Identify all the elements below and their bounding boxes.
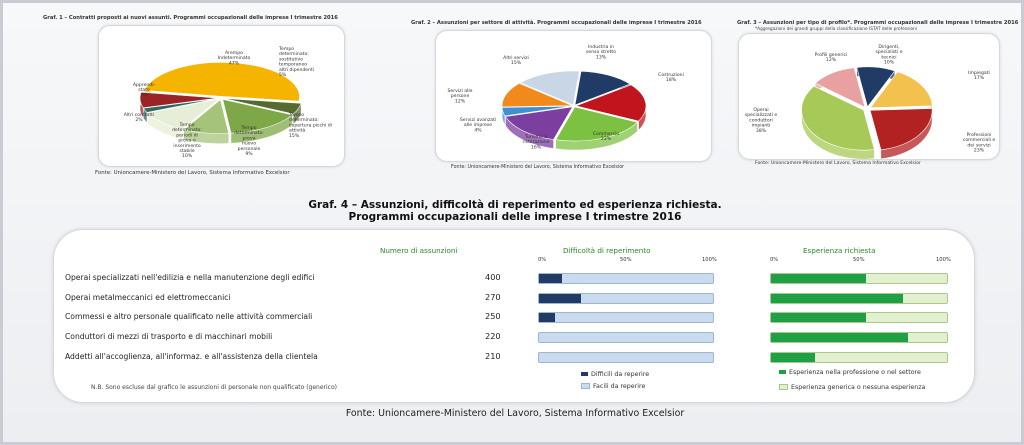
header-esperienza: Esperienza richiesta [803, 246, 876, 255]
graf2-label-2: Commercio 22% [592, 132, 620, 143]
graf3-source: Fonte: Unioncamere-Ministero del Lavoro, Sistema Informativo Excelsior [755, 161, 921, 166]
graf1-label-6: Apprendi-stato 7% [132, 83, 156, 99]
row-label: Operai specializzati nell'edilizia e nella manutenzione degli edifici [65, 273, 315, 282]
graf3-card [738, 33, 1000, 160]
graf4-note: N.B. Sono escluse dal grafico le assunzioni di personale non qualificato (generico) [91, 384, 337, 391]
difficolta-bar [538, 273, 714, 284]
legend-swatch-difficili [581, 372, 588, 376]
axis-tick-label: 0% [538, 257, 547, 263]
esperienza-bar-fill [771, 333, 908, 342]
graf2-label-4: Servizi avanzati alle imprese 4% [459, 118, 497, 134]
legend-label-facili: Facili da reperire [593, 383, 646, 390]
graf2-label-5: Servizi alle persone 12% [447, 89, 473, 105]
header-difficolta: Difficoltà di reperimento [563, 246, 651, 255]
esperienza-bar-fill [771, 313, 866, 322]
graf3-label-3: Operai specializzati e conduttori impianti 38% [744, 108, 778, 134]
legend-label-esperienza-settore: Esperienza nella professione o nel settore [789, 369, 921, 376]
legend-swatch-esperienza-generica [779, 384, 788, 390]
difficolta-bar [538, 293, 714, 304]
legend-facili [581, 383, 645, 391]
graf1-source: Fonte: Unioncamere-Ministero del Lavoro, Sistema Informativo Excelsior [95, 170, 290, 176]
row-assunzioni-value: 400 [485, 272, 501, 282]
esperienza-bar [770, 352, 948, 363]
header-numero-assunzioni: Numero di assunzioni [380, 246, 458, 255]
row-label: Commessi e altro personale qualificato nelle attività commerciali [65, 312, 313, 321]
graf2-label-6: Altri servizi 15% [503, 56, 529, 67]
graf3-title: Graf. 3 – Assunzioni per tipo di profilo*. Programmi occupazionali delle imprese I trimestre 2016 [737, 20, 1019, 26]
graf4-title-line2: Programmi occupazionali delle imprese I trimestre 2016 [348, 211, 682, 223]
graf2-card [435, 30, 712, 162]
graf1-label-3: Tempo determinato: prova nuovo personale 9% [234, 126, 264, 157]
legend-label-difficili: Difficili da reperire [591, 371, 650, 378]
graf4-source: Fonte: Unioncamere-Ministero del Lavoro, Sistema Informativo Excelsior [345, 408, 685, 419]
graf3-label-1: Impiegati 17% [968, 71, 990, 82]
difficolta-bar [538, 312, 714, 323]
esperienza-bar [770, 332, 948, 343]
graf1-label-5: Altri contratti 2% [123, 113, 155, 124]
row-assunzioni-value: 220 [485, 331, 501, 341]
axis-tick-label: 100% [936, 257, 951, 263]
legend-difficili [581, 371, 649, 379]
difficolta-bar [538, 332, 714, 343]
legend-esperienza-settore [779, 369, 959, 377]
graf2-source: Fonte: Unioncamere-Ministero del Lavoro, Sistema Informativo Excelsior [451, 165, 625, 170]
difficolta-bar [538, 352, 714, 363]
legend-esperienza-generica [779, 384, 959, 392]
difficolta-bar-fill [539, 294, 581, 303]
row-label: Addetti all'accoglienza, all'informaz. e all'assistenza della clientela [65, 352, 318, 361]
graf1-title: Graf. 1 – Contratti proposti ai nuovi assunti. Programmi occupazionali delle imprese I trimestre 2016 [43, 15, 338, 21]
graf1-label-4: Tempo determinato: periodi di prova o inserimento stabile 10% [172, 123, 202, 160]
axis-tick-label: 100% [702, 257, 717, 263]
graf2-pie [436, 31, 711, 161]
graf3-label-4: Profili generici 12% [814, 53, 848, 64]
row-label: Operai metalmeccanici ed elettromeccanici [65, 293, 231, 302]
difficolta-bar-fill [539, 274, 562, 283]
graf3-subtitle: *Aggregazioni dei grandi gruppi della classificazione ISTAT delle professioni [755, 27, 918, 32]
esperienza-bar [770, 293, 948, 304]
legend-swatch-facili [581, 383, 590, 389]
row-assunzioni-value: 250 [485, 311, 501, 321]
graf1-label-0: Arempo Indeterminato 47% [217, 51, 251, 67]
row-label: Conduttori di mezzi di trasporto e di macchinari mobili [65, 332, 273, 341]
esperienza-bar [770, 312, 948, 323]
graf3-slice-2 [870, 108, 932, 149]
row-assunzioni-value: 210 [485, 351, 501, 361]
graf3-label-2: Professioni commerciali e dei servizi 23% [962, 133, 996, 154]
graf1-label-1: Tempo determinato: sostitutivo temporaneo altri dipendenti 5% [279, 47, 315, 78]
difficolta-bar-fill [539, 313, 555, 322]
graf2-label-3: Turismo e ristorazione 16% [522, 135, 550, 151]
esperienza-bar [770, 273, 948, 284]
esperienza-bar-fill [771, 274, 866, 283]
esperienza-bar-fill [771, 353, 815, 362]
graf2-label-0: Industria in senso stretto 13% [585, 45, 617, 61]
esperienza-bar-fill [771, 294, 903, 303]
legend-swatch-esperienza-settore [779, 370, 786, 374]
axis-tick-label: 50% [853, 257, 865, 263]
graf3-label-0: Dirigenti, specialisti e tecnici 10% [875, 45, 903, 66]
graf2-title: Graf. 2 – Assunzioni per settore di attività. Programmi occupazionali delle imprese I trimestre 2016 [411, 20, 702, 26]
graf1-label-2: Tempo determinato: copertura picchi di attività 15% [289, 113, 332, 139]
graf2-label-1: Costruzioni 18% [658, 73, 684, 84]
graf1-card [98, 25, 345, 167]
legend-label-esperienza-generica: Esperienza generica o nessuna esperienza [791, 384, 926, 391]
graf3-pie [739, 34, 999, 159]
row-assunzioni-value: 270 [485, 292, 501, 302]
axis-tick-label: 50% [620, 257, 632, 263]
graf4-title-line1: Graf. 4 – Assunzioni, difficoltà di reperimento ed esperienza richiesta. [308, 199, 722, 211]
graf1-pie [99, 26, 344, 166]
axis-tick-label: 0% [770, 257, 779, 263]
